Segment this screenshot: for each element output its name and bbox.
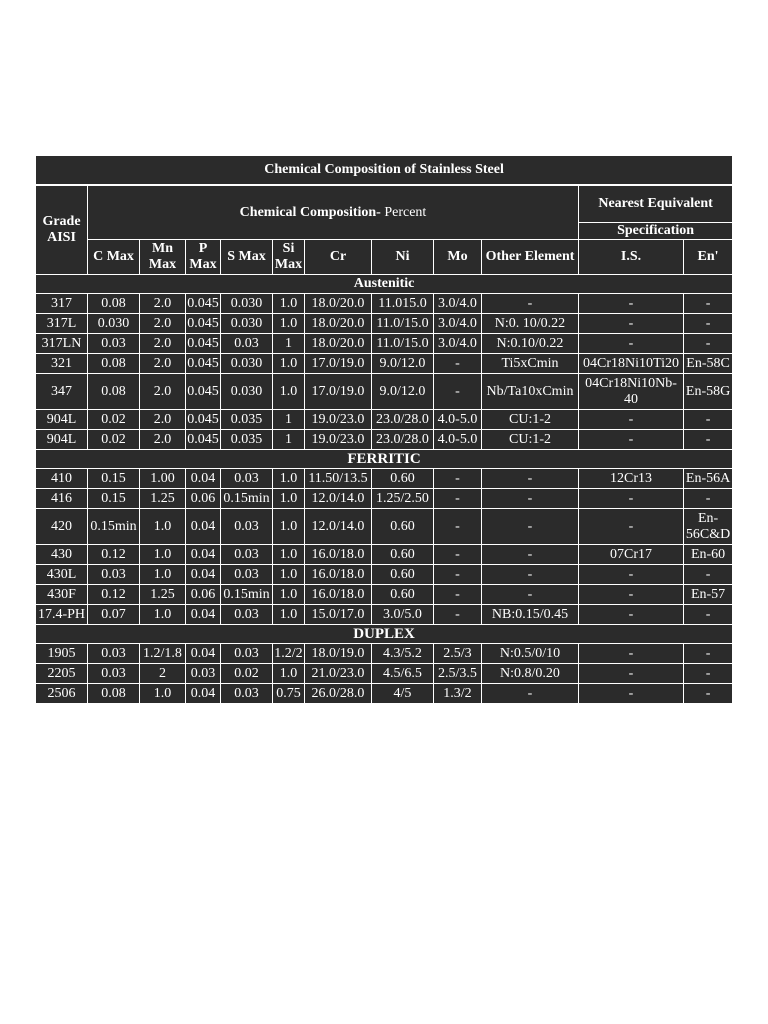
table-cell: 0.03 — [186, 664, 221, 684]
table-cell: 2.0 — [140, 354, 186, 374]
table-cell: 0.75 — [273, 684, 305, 704]
table-cell: 0.04 — [186, 684, 221, 704]
table-cell: 4.0-5.0 — [434, 430, 482, 450]
table-cell: 2 — [140, 664, 186, 684]
table-row — [36, 430, 733, 450]
table-cell: 9.0/12.0 — [372, 354, 434, 374]
table-cell: 0.15 — [88, 469, 140, 489]
table-cell: 430L — [36, 565, 88, 585]
table-row — [36, 684, 733, 704]
table-cell: 1905 — [36, 644, 88, 664]
table-cell: - — [684, 489, 733, 509]
table-cell: 1.0 — [273, 565, 305, 585]
table-cell: 1.00 — [140, 469, 186, 489]
table-cell: N:0.10/0.22 — [482, 334, 579, 354]
table-cell: 18.0/20.0 — [305, 294, 372, 314]
table-cell: 1.0 — [273, 585, 305, 605]
column-header: Si Max — [273, 240, 305, 275]
table-cell: 0.08 — [88, 294, 140, 314]
table-cell: 16.0/18.0 — [305, 565, 372, 585]
table-cell: - — [434, 354, 482, 374]
table-cell: 07Cr17 — [579, 545, 684, 565]
table-cell: - — [684, 565, 733, 585]
table-cell: 317L — [36, 314, 88, 334]
section-row — [36, 625, 733, 644]
table-cell: 0.03 — [221, 684, 273, 704]
table-cell: 1.0 — [140, 545, 186, 565]
table-cell: - — [684, 314, 733, 334]
table-cell: 26.0/28.0 — [305, 684, 372, 704]
table-cell: - — [434, 469, 482, 489]
table-cell: 0.15min — [88, 509, 140, 545]
table-cell: 0.03 — [221, 644, 273, 664]
table-cell: 1 — [273, 334, 305, 354]
section-row — [36, 275, 733, 294]
table-cell: - — [579, 334, 684, 354]
table-cell: En-58G — [684, 374, 733, 410]
table-cell: 0.60 — [372, 545, 434, 565]
table-cell: - — [482, 545, 579, 565]
table-cell: 4.3/5.2 — [372, 644, 434, 664]
table-cell: 11.0/15.0 — [372, 314, 434, 334]
table-cell: 3.0/4.0 — [434, 334, 482, 354]
table-row — [36, 509, 733, 545]
table-cell: 0.03 — [221, 469, 273, 489]
table-cell: CU:1-2 — [482, 410, 579, 430]
table-cell: 0.030 — [221, 314, 273, 334]
table-cell: 1.0 — [273, 374, 305, 410]
table-row — [36, 294, 733, 314]
table-cell: En-57 — [684, 585, 733, 605]
table-cell: 2.0 — [140, 410, 186, 430]
table-cell: - — [684, 664, 733, 684]
table-cell: 0.03 — [88, 334, 140, 354]
table-cell: 17.0/19.0 — [305, 374, 372, 410]
table-cell: N:0. 10/0.22 — [482, 314, 579, 334]
table-cell: 3.0/4.0 — [434, 314, 482, 334]
table-cell: 347 — [36, 374, 88, 410]
table-cell: 0.04 — [186, 565, 221, 585]
table-cell: 410 — [36, 469, 88, 489]
table-cell: 0.07 — [88, 605, 140, 625]
composition-header: Chemical Composition- Percent — [88, 186, 579, 240]
composition-table-wrapper — [36, 154, 733, 704]
table-cell: En-60 — [684, 545, 733, 565]
table-cell: 1.2/1.8 — [140, 644, 186, 664]
table-cell: Ti5xCmin — [482, 354, 579, 374]
table-cell: 0.60 — [372, 469, 434, 489]
table-cell: 0.03 — [88, 664, 140, 684]
table-cell: - — [579, 664, 684, 684]
table-cell: En-56A — [684, 469, 733, 489]
table-cell: 0.045 — [186, 294, 221, 314]
section-heading: Austenitic — [36, 275, 733, 294]
table-cell: 23.0/28.0 — [372, 430, 434, 450]
table-cell: 1.0 — [140, 565, 186, 585]
table-cell: 0.15min — [221, 585, 273, 605]
section-row — [36, 450, 733, 469]
table-cell: 16.0/18.0 — [305, 545, 372, 565]
table-cell: 0.03 — [88, 644, 140, 664]
table-cell: 1.0 — [273, 469, 305, 489]
table-cell: N:0.8/0.20 — [482, 664, 579, 684]
table-cell: 2.5/3.5 — [434, 664, 482, 684]
table-cell: 0.03 — [88, 565, 140, 585]
table-cell: 4.5/6.5 — [372, 664, 434, 684]
table-cell: 904L — [36, 430, 88, 450]
table-cell: 1.0 — [140, 605, 186, 625]
grade-header: Grade AISI — [36, 186, 88, 275]
table-cell: 23.0/28.0 — [372, 410, 434, 430]
table-cell: - — [482, 294, 579, 314]
table-cell: - — [579, 294, 684, 314]
table-cell: 0.12 — [88, 585, 140, 605]
column-header: Other Element — [482, 240, 579, 275]
table-cell: 0.03 — [221, 565, 273, 585]
table-cell: 1.25 — [140, 489, 186, 509]
column-header: Mn Max — [140, 240, 186, 275]
table-cell: 0.02 — [88, 410, 140, 430]
specification-header: Specification — [579, 223, 733, 240]
table-cell: 1.0 — [273, 314, 305, 334]
table-cell: - — [684, 430, 733, 450]
table-cell: 9.0/12.0 — [372, 374, 434, 410]
table-cell: 416 — [36, 489, 88, 509]
table-cell: 2506 — [36, 684, 88, 704]
table-cell: 0.035 — [221, 410, 273, 430]
table-row — [36, 585, 733, 605]
table-cell: 3.0/4.0 — [434, 294, 482, 314]
table-cell: 430F — [36, 585, 88, 605]
column-header-row — [36, 240, 733, 275]
table-cell: 0.06 — [186, 489, 221, 509]
table-cell: - — [579, 410, 684, 430]
table-cell: 0.15 — [88, 489, 140, 509]
table-cell: - — [434, 605, 482, 625]
table-cell: CU:1-2 — [482, 430, 579, 450]
table-cell: - — [684, 605, 733, 625]
table-cell: 4.0-5.0 — [434, 410, 482, 430]
composition-table — [36, 154, 733, 704]
table-cell: 0.60 — [372, 565, 434, 585]
table-cell: - — [482, 489, 579, 509]
table-cell: 1.0 — [140, 509, 186, 545]
table-cell: 19.0/23.0 — [305, 430, 372, 450]
table-cell: - — [434, 585, 482, 605]
table-cell: - — [434, 565, 482, 585]
table-cell: 04Cr18Ni10Nb-40 — [579, 374, 684, 410]
table-cell: 0.08 — [88, 374, 140, 410]
table-cell: 1.0 — [273, 545, 305, 565]
table-cell: - — [579, 605, 684, 625]
table-cell: 2.0 — [140, 374, 186, 410]
table-cell: 2.0 — [140, 430, 186, 450]
section-heading: FERRITIC — [36, 450, 733, 469]
table-cell: 904L — [36, 410, 88, 430]
table-row — [36, 605, 733, 625]
table-cell: - — [482, 469, 579, 489]
table-cell: 4/5 — [372, 684, 434, 704]
table-cell: 0.15min — [221, 489, 273, 509]
table-cell: 11.015.0 — [372, 294, 434, 314]
table-cell: - — [579, 644, 684, 664]
table-cell: 11.0/15.0 — [372, 334, 434, 354]
table-cell: 0.045 — [186, 410, 221, 430]
column-header: Ni — [372, 240, 434, 275]
table-cell: - — [579, 684, 684, 704]
table-cell: 1 — [273, 430, 305, 450]
table-cell: - — [579, 585, 684, 605]
table-cell: - — [434, 374, 482, 410]
table-cell: - — [684, 334, 733, 354]
table-cell: 0.04 — [186, 509, 221, 545]
table-row — [36, 410, 733, 430]
table-cell: 0.045 — [186, 334, 221, 354]
table-cell: 0.04 — [186, 605, 221, 625]
table-cell: 12.0/14.0 — [305, 489, 372, 509]
table-cell: - — [482, 684, 579, 704]
table-cell: 1.0 — [273, 509, 305, 545]
column-header: S Max — [221, 240, 273, 275]
table-cell: - — [579, 489, 684, 509]
table-cell: 21.0/23.0 — [305, 664, 372, 684]
table-cell: - — [434, 509, 482, 545]
table-cell: 1.0 — [273, 294, 305, 314]
table-cell: - — [684, 410, 733, 430]
table-row — [36, 565, 733, 585]
table-cell: - — [684, 294, 733, 314]
table-cell: 16.0/18.0 — [305, 585, 372, 605]
table-row — [36, 334, 733, 354]
table-row — [36, 314, 733, 334]
table-cell: 2.5/3 — [434, 644, 482, 664]
table-cell: 0.08 — [88, 354, 140, 374]
table-cell: 0.60 — [372, 509, 434, 545]
table-cell: 18.0/19.0 — [305, 644, 372, 664]
column-header: En' — [684, 240, 733, 275]
table-cell: 0.08 — [88, 684, 140, 704]
table-cell: 1.2/2 — [273, 644, 305, 664]
column-header: C Max — [88, 240, 140, 275]
table-cell: 1.0 — [273, 489, 305, 509]
table-title: Chemical Composition of Stainless Steel — [36, 156, 733, 186]
table-cell: 0.04 — [186, 545, 221, 565]
table-cell: 04Cr18Ni10Ti20 — [579, 354, 684, 374]
table-cell: 15.0/17.0 — [305, 605, 372, 625]
table-row — [36, 469, 733, 489]
table-cell: 1.0 — [140, 684, 186, 704]
table-cell: 1.25/2.50 — [372, 489, 434, 509]
table-cell: 17.4-PH — [36, 605, 88, 625]
table-cell: 0.04 — [186, 644, 221, 664]
table-cell: En-56C&D — [684, 509, 733, 545]
table-cell: 0.03 — [221, 334, 273, 354]
table-cell: 0.03 — [221, 509, 273, 545]
table-cell: - — [482, 585, 579, 605]
table-cell: En-58C — [684, 354, 733, 374]
table-cell: 0.045 — [186, 374, 221, 410]
table-cell: 2205 — [36, 664, 88, 684]
table-cell: 1 — [273, 410, 305, 430]
table-cell: 1.25 — [140, 585, 186, 605]
table-row — [36, 374, 733, 410]
table-cell: 317 — [36, 294, 88, 314]
table-cell: 420 — [36, 509, 88, 545]
table-cell: 321 — [36, 354, 88, 374]
table-cell: - — [434, 489, 482, 509]
table-cell: 0.12 — [88, 545, 140, 565]
column-header: Mo — [434, 240, 482, 275]
table-cell: 430 — [36, 545, 88, 565]
table-cell: - — [434, 545, 482, 565]
table-cell: 1.0 — [273, 605, 305, 625]
table-row — [36, 354, 733, 374]
table-cell: - — [482, 565, 579, 585]
nearest-equivalent-header: Nearest Equivalent — [579, 186, 733, 223]
table-cell: N:0.5/0/10 — [482, 644, 579, 664]
table-cell: - — [684, 644, 733, 664]
table-cell: 0.03 — [221, 545, 273, 565]
table-cell: 0.04 — [186, 469, 221, 489]
table-cell: 0.60 — [372, 585, 434, 605]
table-cell: 0.035 — [221, 430, 273, 450]
table-cell: 12.0/14.0 — [305, 509, 372, 545]
table-cell: - — [579, 509, 684, 545]
section-heading: DUPLEX — [36, 625, 733, 644]
table-cell: 19.0/23.0 — [305, 410, 372, 430]
table-cell: 18.0/20.0 — [305, 334, 372, 354]
table-cell: 0.045 — [186, 354, 221, 374]
table-cell: 0.030 — [221, 294, 273, 314]
table-cell: 0.02 — [221, 664, 273, 684]
table-body — [36, 275, 733, 704]
table-cell: - — [579, 430, 684, 450]
table-cell: 0.030 — [221, 374, 273, 410]
table-cell: - — [579, 314, 684, 334]
table-cell: 0.045 — [186, 430, 221, 450]
table-cell: Nb/Ta10xCmin — [482, 374, 579, 410]
column-header: P Max — [186, 240, 221, 275]
table-cell: 0.030 — [221, 354, 273, 374]
table-cell: - — [579, 565, 684, 585]
table-cell: 11.50/13.5 — [305, 469, 372, 489]
table-row — [36, 545, 733, 565]
table-cell: 2.0 — [140, 314, 186, 334]
table-cell: - — [482, 509, 579, 545]
table-cell: 0.02 — [88, 430, 140, 450]
table-cell: NB:0.15/0.45 — [482, 605, 579, 625]
table-cell: 0.030 — [88, 314, 140, 334]
table-cell: 12Cr13 — [579, 469, 684, 489]
table-cell: 3.0/5.0 — [372, 605, 434, 625]
table-cell: 17.0/19.0 — [305, 354, 372, 374]
table-cell: 0.03 — [221, 605, 273, 625]
table-cell: 1.0 — [273, 354, 305, 374]
table-row — [36, 489, 733, 509]
table-cell: 0.045 — [186, 314, 221, 334]
table-cell: 317LN — [36, 334, 88, 354]
table-cell: 1.0 — [273, 664, 305, 684]
table-row — [36, 644, 733, 664]
table-cell: - — [684, 684, 733, 704]
table-cell: 1.3/2 — [434, 684, 482, 704]
table-row — [36, 664, 733, 684]
column-header: I.S. — [579, 240, 684, 275]
table-cell: 2.0 — [140, 294, 186, 314]
table-cell: 0.06 — [186, 585, 221, 605]
table-cell: 2.0 — [140, 334, 186, 354]
table-cell: 18.0/20.0 — [305, 314, 372, 334]
column-header: Cr — [305, 240, 372, 275]
